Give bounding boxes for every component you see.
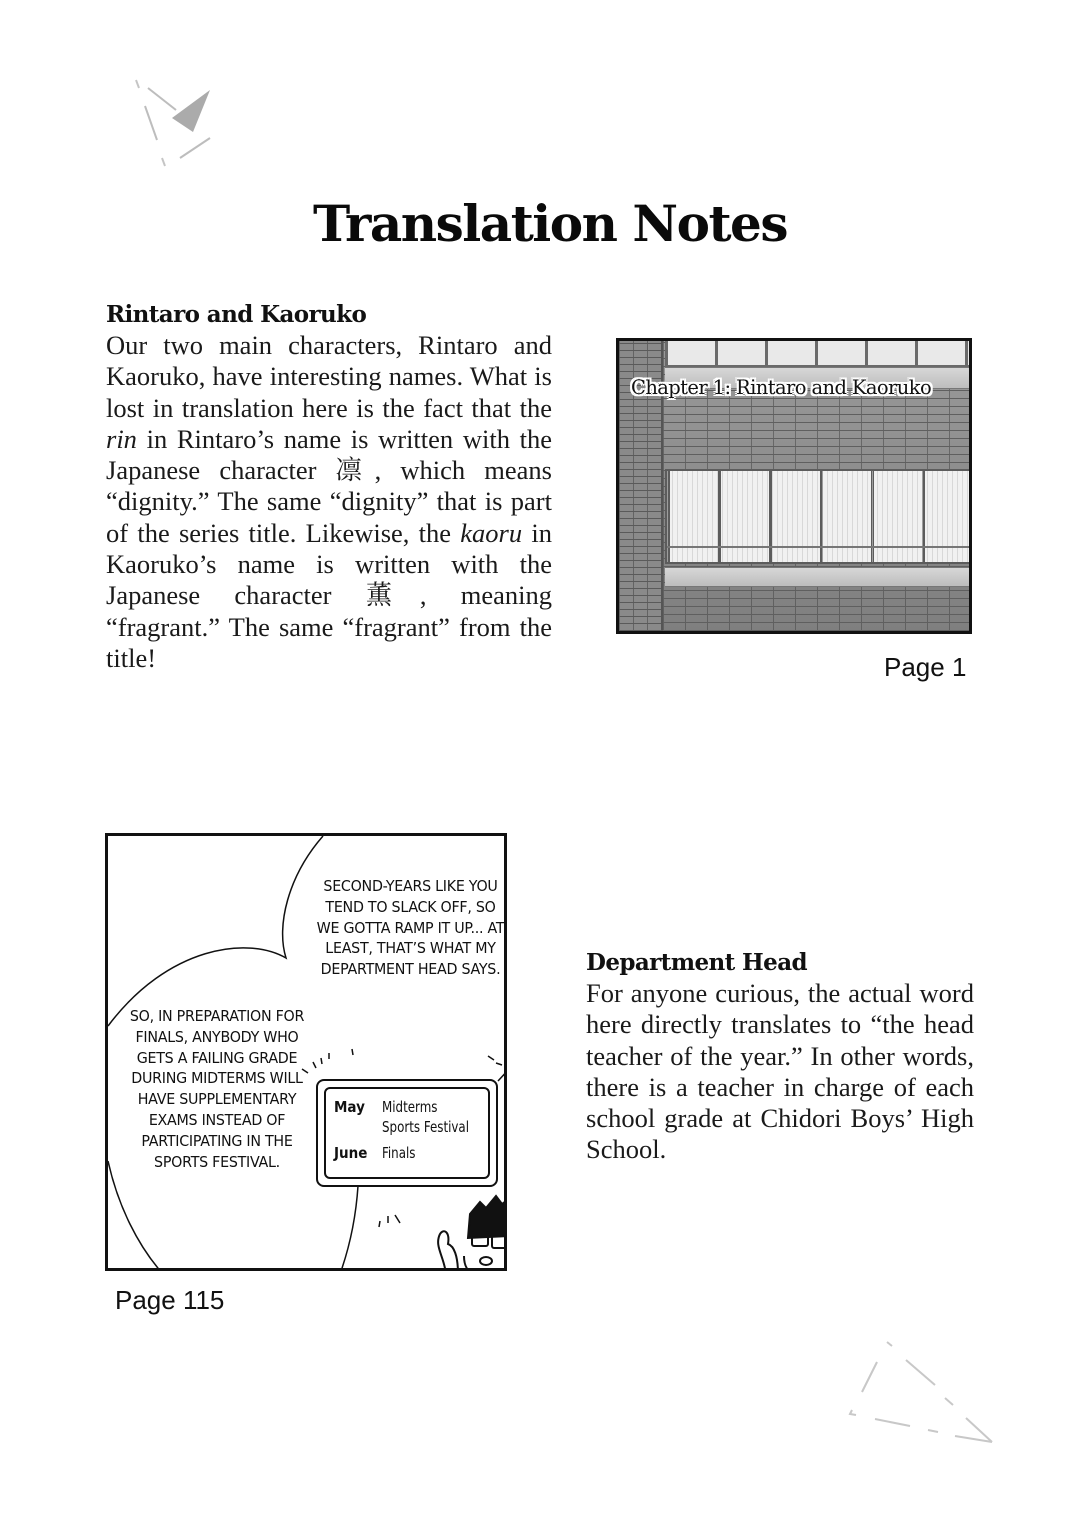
- note-body: For anyone curious, the actual word here directly translates to “the head teacher of the year.” In other words, there is a teacher in charge of each school grade at Chidori Boys’ High School.: [586, 978, 974, 1165]
- schedule-row-june: [334, 1143, 488, 1163]
- italic-term: rin: [106, 423, 137, 454]
- upper-window: [665, 341, 972, 367]
- manga-panel-page-1: [616, 338, 972, 634]
- page-title: Translation Notes: [312, 193, 787, 253]
- note-body: Our two main characters, Rintaro and Kaoruko, have interesting names. What is lost in translation here is the fact that the rin in Rintaro’s name is written with the Japanese character 凛, which means “dignity.” The same “dignity” that is part of the series title. Likewise, the kaoru in Kaoruko’s name is written with the Japanese character 薫, meaning “fragrant.” The same “fragrant” from the title!: [106, 330, 552, 673]
- speech-bubble-right: SECOND-YEARS LIKE YOU TEND TO SLACK OFF, SO WE GOTTA RAMP IT UP... AT LEAST, THAT’S WHAT MY DEPARTMENT HEAD SAYS.: [316, 877, 505, 979]
- figure-caption: Page 115: [115, 1285, 225, 1315]
- dashed-triangle-icon: [840, 1330, 1000, 1450]
- schedule-month: May: [334, 1098, 365, 1116]
- ledge: [665, 567, 972, 587]
- schedule-row-may: [334, 1097, 488, 1137]
- schedule-event: Midterms: [382, 1098, 438, 1116]
- note-department-head: [586, 948, 974, 1166]
- schedule-month: June: [334, 1144, 368, 1162]
- triangle-shard-icon: [120, 70, 230, 180]
- chapter-title-overlay: Chapter 1: Rintaro and Kaoruko: [631, 376, 932, 399]
- speech-bubble-left: SO, IN PREPARATION FOR FINALS, ANYBODY WHO GETS A FAILING GRADE DURING MIDTERMS WILL HAVE SUPPLEMENTARY EXAMS INSTEAD OF PARTICIPATING IN THE SPORTS FESTIVAL.: [129, 1007, 305, 1171]
- schedule-event: Finals: [382, 1144, 416, 1162]
- schedule-event: Sports Festival: [382, 1118, 470, 1136]
- note-heading: Rintaro and Kaoruko: [106, 301, 367, 328]
- italic-term: kaoru: [460, 517, 523, 548]
- note-heading: Department Head: [586, 949, 807, 976]
- figure-caption: Page 1: [884, 652, 967, 682]
- schedule-sign: [316, 1079, 498, 1187]
- note-rintaro-and-kaoruko: [106, 300, 552, 674]
- manga-panel-page-115: [105, 833, 507, 1271]
- classroom-window: [665, 469, 972, 564]
